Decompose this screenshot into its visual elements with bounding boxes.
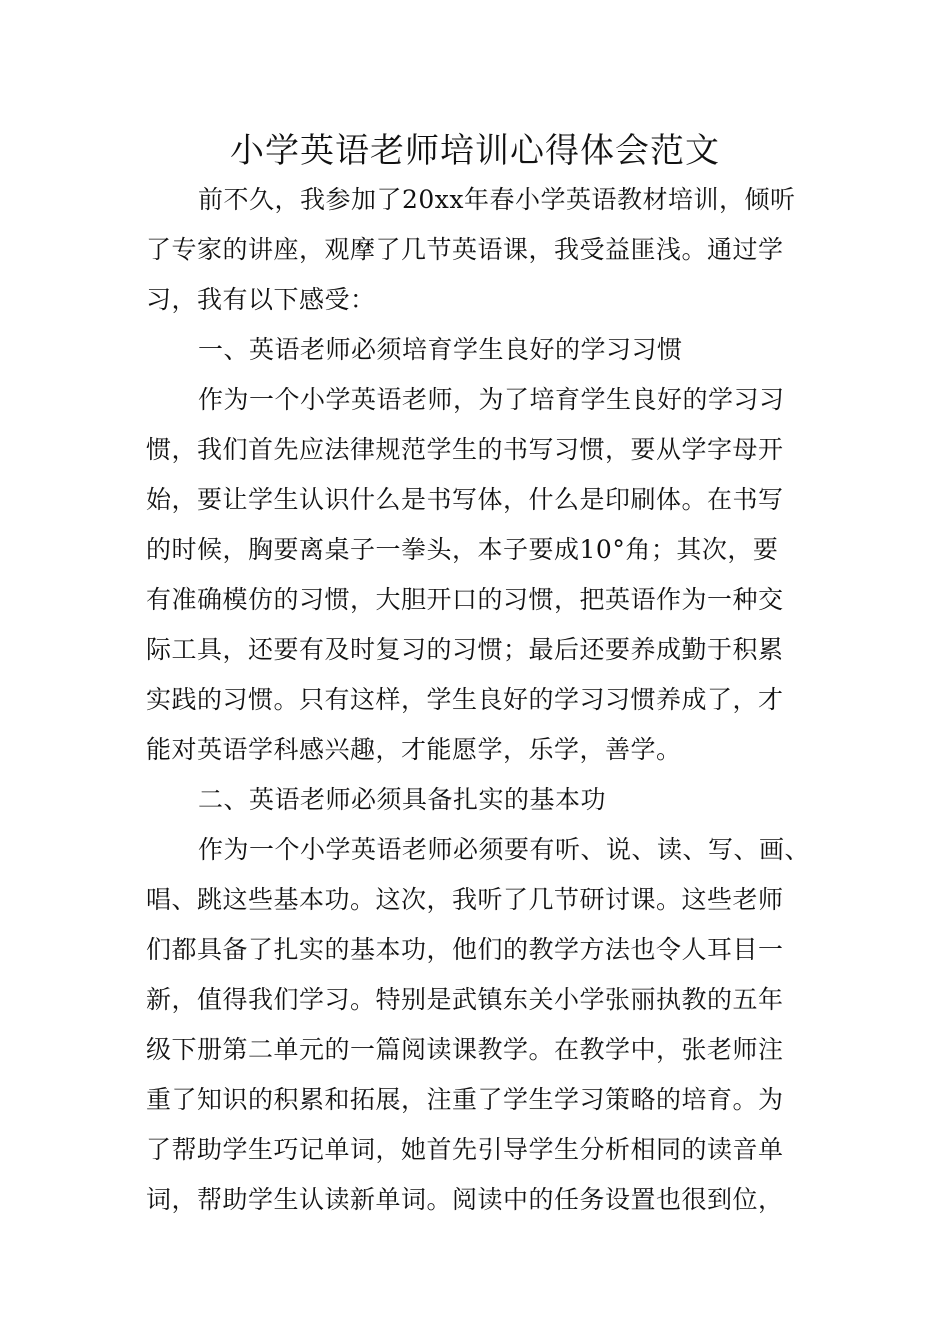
paragraph-line: 惯，我们首先应法律规范学生的书写习惯，要从学字母开 [146,435,784,464]
paragraph-line: 重了知识的积累和拓展，注重了学生学习策略的培育。为 [146,1085,784,1114]
section-heading-2: 二、英语老师必须具备扎实的基本功 [198,785,607,814]
paragraph-line: 习，我有以下感受： [146,285,376,314]
paragraph-line: 们都具备了扎实的基本功，他们的教学方法也令人耳目一 [146,935,784,964]
document-title: 小学英语老师培训心得体会范文 [230,131,720,171]
paragraph-line: 唱、跳这些基本功。这次，我听了几节研讨课。这些老师 [146,885,784,914]
paragraph-line: 有准确模仿的习惯，大胆开口的习惯，把英语作为一种交 [146,585,784,614]
paragraph-line: 词，帮助学生认读新单词。阅读中的任务设置也很到位， [146,1185,784,1214]
paragraph-line: 的时候，胸要离桌子一拳头，本子要成10°角；其次，要 [146,535,779,564]
paragraph-line: 实践的习惯。只有这样，学生良好的学习习惯养成了，才 [146,685,784,714]
paragraph-line: 作为一个小学英语老师必须要有听、说、读、写、画、 [198,835,811,864]
section-heading-1: 一、英语老师必须培育学生良好的学习习惯 [198,335,683,364]
paragraph-line: 新，值得我们学习。特别是武镇东关小学张丽执教的五年 [146,985,784,1014]
paragraph-line: 始，要让学生认识什么是书写体，什么是印刷体。在书写 [146,485,784,514]
paragraph-line: 能对英语学科感兴趣，才能愿学，乐学，善学。 [146,735,682,764]
paragraph-line: 级下册第二单元的一篇阅读课教学。在教学中，张老师注 [146,1035,784,1064]
paragraph-line: 作为一个小学英语老师，为了培育学生良好的学习习 [198,385,785,414]
paragraph-line: 际工具，还要有及时复习的习惯；最后还要养成勤于积累 [146,635,784,664]
paragraph-line: 了帮助学生巧记单词，她首先引导学生分析相同的读音单 [146,1135,784,1164]
paragraph-line: 了专家的讲座，观摩了几节英语课，我受益匪浅。通过学 [146,235,784,264]
paragraph-line: 前不久，我参加了20xx年春小学英语教材培训，倾听 [198,185,796,214]
